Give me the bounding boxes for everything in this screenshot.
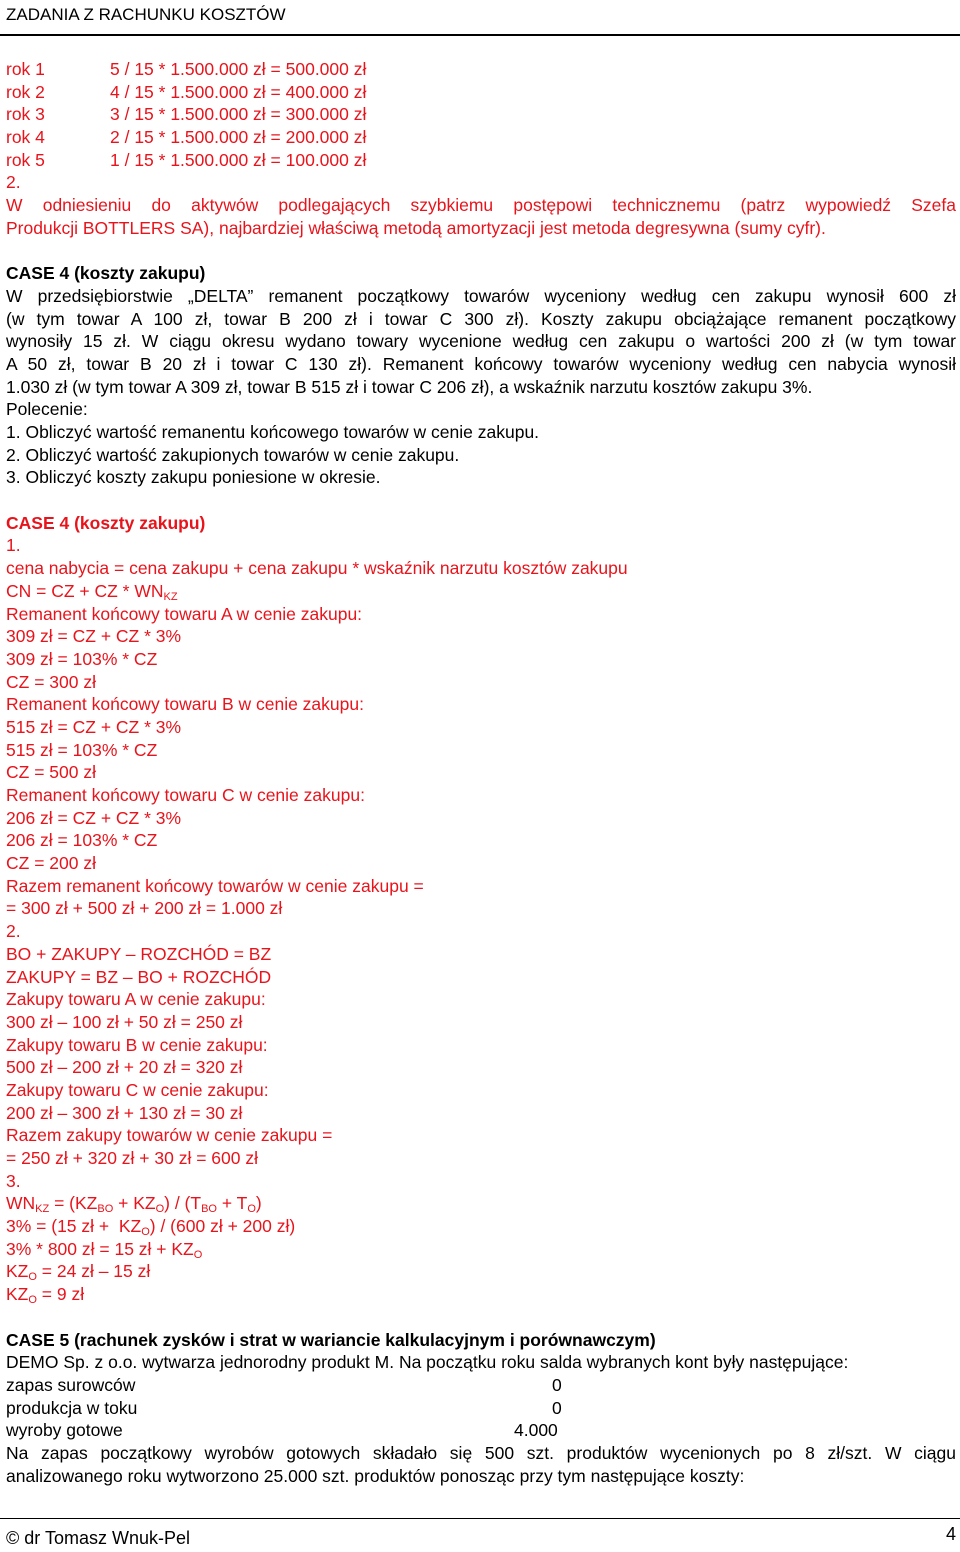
- spacer: [6, 240, 956, 263]
- year-formula: [110, 149, 366, 172]
- formula-text: WN: [6, 1193, 36, 1214]
- cn-formula: [6, 580, 956, 603]
- page-number: 4: [945, 1524, 956, 1544]
- cn-formula-subscript: KZ: [163, 590, 178, 603]
- case-5-paragraph-line: Na zapas początkowy wyrobów gotowych składało się 500 szt. produktów wycenionych po 8 zł/szt. W ciągu: [6, 1442, 956, 1463]
- formula-text: KZ: [6, 1261, 29, 1282]
- solution-line: Razem zakupy towarów w cenie zakupu =: [6, 1125, 333, 1146]
- account-name: wyroby gotowe: [6, 1420, 123, 1441]
- formula-text: KZ: [6, 1284, 29, 1305]
- solution-line: 300 zł – 100 zł + 50 zł = 250 zł: [6, 1011, 243, 1032]
- solution-line: 2.: [6, 921, 21, 942]
- solution-line: Zakupy towaru B w cenie zakupu:: [6, 1034, 268, 1055]
- account-row: [6, 1374, 956, 1397]
- solution-line: Remanent końcowy towaru C w cenie zakupu:: [6, 785, 365, 805]
- year-row: [6, 81, 956, 104]
- year-calc: 3 / 15 * 1.500.000 zł =: [110, 104, 286, 125]
- case-4-paragraph-line: (w tym towar A 100 zł, towar B 200 zł i towar C 300 zł). Koszty zakupu obciążające remanent początkowy: [6, 308, 956, 329]
- solution-line: Razem remanent końcowy towarów w cenie zakupu =: [6, 875, 424, 896]
- answer-2-line: W odniesieniu do aktywów podlegających szybkiemu postępowi technicznemu (patrz wypowiedź Szefa: [6, 195, 956, 216]
- solution-line: = 250 zł + 320 zł + 30 zł = 600 zł: [6, 1148, 258, 1168]
- document-body: [6, 58, 956, 1487]
- wnkz-formula: [6, 1192, 956, 1215]
- year-value: 200.000 zł: [285, 127, 367, 148]
- year-calc: 5 / 15 * 1.500.000 zł =: [110, 59, 286, 79]
- year-calc: 1 / 15 * 1.500.000 zł =: [110, 149, 286, 170]
- year-row: [6, 103, 956, 126]
- header-rule: [0, 34, 960, 36]
- polecenie-label: Polecenie:: [6, 399, 88, 420]
- case-4-paragraph-line: 1.030 zł (w tym towar A 309 zł, towar B 515 zł i towar C 206 zł), a wskaźnik narzutu kosztów zakupu 3%.: [6, 376, 813, 397]
- formula-subscript: O: [141, 1226, 150, 1239]
- year-row: [6, 126, 956, 149]
- solution-line: 515 zł = CZ + CZ * 3%: [6, 716, 182, 737]
- formula-text: ) / (T: [164, 1193, 202, 1214]
- cn-formula-main: CN = CZ + CZ * WN: [6, 580, 164, 601]
- task-item: 3. Obliczyć koszty zakupu poniesione w okresie.: [6, 467, 381, 488]
- account-value: 0: [552, 1374, 562, 1395]
- case-5-intro: DEMO Sp. z o.o. wytwarza jednorodny produkt M. Na początku roku salda wybranych kont były następujące:: [6, 1352, 849, 1373]
- formula-text: 3% * 800 zł = 15 zł + KZ: [6, 1238, 194, 1259]
- formula-line: [6, 1215, 956, 1238]
- formula-subscript: BO: [97, 1203, 114, 1216]
- solution-line: 206 zł = 103% * CZ: [6, 830, 158, 851]
- account-value: 4.000: [514, 1420, 558, 1441]
- solution-line: Remanent końcowy towaru B w cenie zakupu:: [6, 694, 364, 715]
- solution-line: ZAKUPY = BZ – BO + ROZCHÓD: [6, 966, 272, 987]
- year-formula: [110, 58, 366, 81]
- formula-subscript: O: [193, 1248, 203, 1261]
- year-formula: [110, 103, 366, 126]
- formula-line: [6, 1283, 956, 1306]
- solution-line: 500 zł – 200 zł + 20 zł = 320 zł: [6, 1057, 243, 1078]
- case-4-paragraph-line: wynosiły 15 zł. W ciągu okresu wydano towary wycenione według cen zakupu o wartości 200 zł (w tym towar: [6, 331, 956, 352]
- account-name: produkcja w toku: [6, 1397, 138, 1418]
- footer-author: © dr Tomasz Wnuk-Pel: [6, 1528, 190, 1548]
- year-value: 400.000 zł: [285, 81, 367, 102]
- formula-text: 3% = (15 zł + KZ: [6, 1216, 142, 1237]
- formula-text: + T: [216, 1193, 248, 1214]
- formula-subscript: KZ: [35, 1203, 50, 1216]
- year-label: rok 3: [6, 104, 45, 125]
- year-formula: [110, 126, 366, 149]
- solution-line: Zakupy towaru A w cenie zakupu:: [6, 989, 266, 1010]
- case-4-title: CASE 4 (koszty zakupu): [6, 263, 206, 284]
- formula-subscript: O: [155, 1203, 165, 1216]
- solution-line: 515 zł = 103% * CZ: [6, 739, 158, 760]
- solution-title: CASE 4 (koszty zakupu): [6, 512, 206, 533]
- formula-line: [6, 1260, 956, 1283]
- formula-line: [6, 1238, 956, 1261]
- solution-line: BO + ZAKUPY – ROZCHÓD = BZ: [6, 943, 272, 964]
- formula-text: + KZ: [113, 1193, 156, 1214]
- solution-line: CZ = 200 zł: [6, 853, 96, 874]
- year-label: rok 5: [6, 149, 45, 170]
- task-item: 2. Obliczyć wartość zakupionych towarów w cenie zakupu.: [6, 444, 460, 465]
- solution-line: Remanent końcowy towaru A w cenie zakupu:: [6, 603, 363, 624]
- solution-line: 309 zł = 103% * CZ: [6, 648, 158, 669]
- solution-line: CZ = 300 zł: [6, 671, 96, 692]
- formula-subscript: O: [28, 1271, 37, 1284]
- depreciation-list: [6, 58, 956, 171]
- year-value: 100.000 zł: [285, 149, 367, 170]
- case-4-paragraph-line: W przedsiębiorstwie „DELTA” remanent początkowy towarów wyceniony według cen zakupu wynosił 600 zł: [6, 285, 956, 306]
- year-calc: 4 / 15 * 1.500.000 zł =: [110, 81, 286, 102]
- formula-subscript: O: [28, 1294, 37, 1307]
- price-formula: cena nabycia = cena zakupu + cena zakupu * wskaźnik narzutu kosztów zakupu: [6, 558, 628, 579]
- case-5-title: CASE 5 (rachunek zysków i strat w wariancie kalkulacyjnym i porównawczym): [6, 1329, 656, 1350]
- year-formula: [110, 81, 366, 104]
- year-label: rok 1: [6, 59, 45, 79]
- year-label: rok 4: [6, 127, 45, 148]
- year-label: rok 2: [6, 81, 45, 102]
- formula-text: ): [255, 1193, 262, 1214]
- spacer: [6, 1306, 956, 1329]
- solution-line: 206 zł = CZ + CZ * 3%: [6, 807, 182, 828]
- year-value: 500.000 zł: [285, 59, 367, 79]
- case-4-paragraph-line: A 50 zł, towar B 20 zł i towar C 130 zł). Remanent końcowy towarów wyceniony według cen nabycia wynosił: [6, 353, 956, 374]
- answer-2-number: 2.: [6, 172, 21, 193]
- case-5-paragraph-line: analizowanego roku wytworzono 25.000 szt. produktów ponosząc przy tym następujące koszty:: [6, 1465, 745, 1486]
- solution-line: Zakupy towaru C w cenie zakupu:: [6, 1079, 269, 1100]
- formula-text: = 24 zł – 15 zł: [36, 1261, 151, 1282]
- account-value: 0: [552, 1397, 562, 1418]
- year-calc: 2 / 15 * 1.500.000 zł =: [110, 127, 286, 148]
- formula-text: = (KZ: [49, 1193, 98, 1214]
- answer-2-line: Produkcji BOTTLERS SA), najbardziej właściwą metodą amortyzacji jest metoda degresywna (sumy cyfr).: [6, 217, 826, 238]
- account-name: zapas surowców: [6, 1374, 136, 1395]
- task-item: 1. Obliczyć wartość remanentu końcowego towarów w cenie zakupu.: [6, 422, 540, 442]
- spacer: [6, 489, 956, 512]
- year-row: [6, 58, 956, 81]
- footer-rule: [0, 1518, 960, 1519]
- solution-line: 3.: [6, 1170, 21, 1191]
- year-value: 300.000 zł: [285, 104, 367, 125]
- formula-text: = 9 zł: [36, 1284, 85, 1305]
- solution-step: 1.: [6, 535, 21, 556]
- page-header: ZADANIA Z RACHUNKU KOSZTÓW: [6, 5, 286, 24]
- solution-lines: [6, 603, 956, 1193]
- formula-subscript: BO: [201, 1203, 217, 1216]
- year-row: [6, 149, 956, 172]
- solution-line: 200 zł – 300 zł + 130 zł = 30 zł: [6, 1102, 243, 1123]
- solution-line: = 300 zł + 500 zł + 200 zł = 1.000 zł: [6, 898, 283, 919]
- account-row: [6, 1419, 956, 1442]
- solution-line: CZ = 500 zł: [6, 762, 96, 783]
- account-row: [6, 1397, 956, 1420]
- formula-text: ) / (600 zł + 200 zł): [149, 1216, 296, 1237]
- solution-line: 309 zł = CZ + CZ * 3%: [6, 626, 182, 647]
- formula-subscript: O: [247, 1203, 256, 1216]
